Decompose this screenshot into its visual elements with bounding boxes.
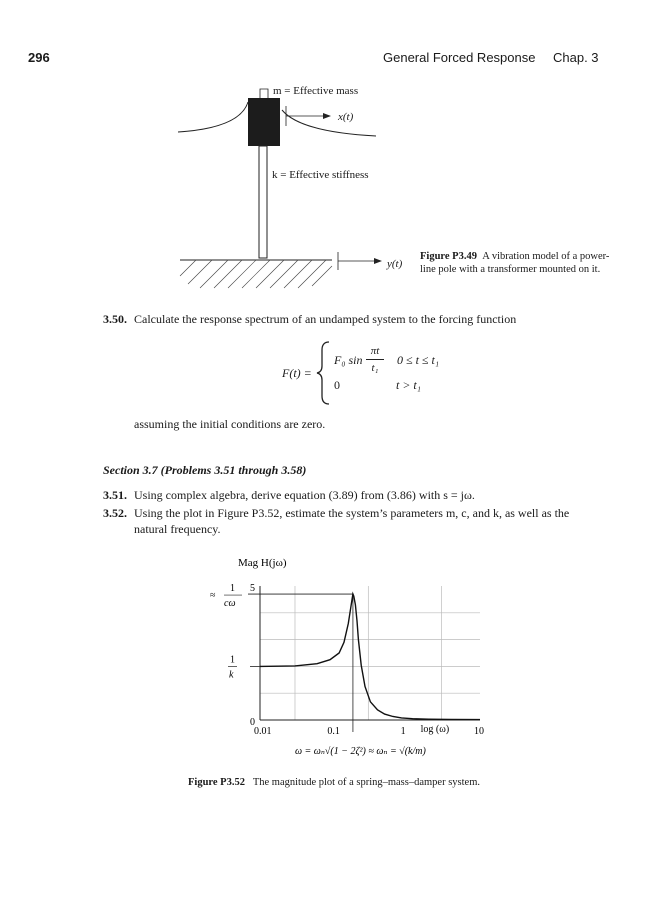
y-marker-approx: ≈ [210, 590, 216, 602]
eq-lhs: F(t) = [282, 366, 312, 380]
x-tick-label: 1 [400, 726, 406, 737]
problem-350-number: 3.50. [103, 312, 127, 326]
problem-352-number: 3.52. [103, 506, 127, 520]
problem-351-number: 3.51. [103, 488, 127, 502]
eq-case1-cond: 0 ≤ t ≤ t₁ [397, 353, 440, 367]
problem-350-followup: assuming the initial conditions are zero. [134, 417, 326, 431]
y-marker-top-den: cω [224, 598, 236, 610]
page-number: 296 [28, 50, 50, 65]
chapter-label: Chap. 3 [553, 50, 599, 65]
ground-hatch [180, 260, 332, 288]
eq-case1-num: πt [370, 345, 380, 357]
y-tick-label: 5 [250, 583, 255, 594]
running-title: General Forced Response [383, 50, 536, 65]
y-marker-k-num: 1 [230, 654, 235, 666]
y-marker-k-den: k [229, 669, 234, 681]
label-y: y(t) [387, 258, 403, 270]
y-tick-label: 0 [250, 717, 255, 728]
magnitude-plot [195, 548, 505, 763]
x-tick-label: 0.1 [327, 726, 340, 737]
caption-p352-label: Figure P3.52 [188, 777, 245, 788]
caption-p349-text: A vibration model of a power-line pole with a transformer mounted on it. [420, 251, 610, 275]
eq-brace [316, 340, 332, 406]
section-title: Section 3.7 (Problems 3.51 through 3.58) [103, 463, 307, 477]
x-annotation: ω = ωₙ√(1 − 2ζ²) ≈ ωₙ = √(k/m) [295, 746, 426, 757]
transformer-mass [248, 98, 280, 146]
pole [259, 146, 267, 258]
label-stiffness: k = Effective stiffness [272, 169, 369, 181]
caption-p349-label: Figure P3.49 [420, 251, 477, 262]
eq-case2-cond: t > t₁ [396, 378, 421, 392]
mass-label-bracket [260, 89, 268, 98]
y-marker-top-num: 1 [230, 583, 235, 595]
power-line-left [178, 102, 248, 132]
eq-case2-expr: 0 [334, 378, 340, 392]
y-axis-label: Mag H(jω) [238, 557, 287, 569]
label-x: x(t) [338, 111, 354, 123]
x-tick-label: 10 [474, 726, 484, 737]
eq-case1-den: t₁ [371, 362, 379, 374]
caption-p349 [420, 250, 610, 276]
caption-p352 [188, 776, 608, 789]
power-line-right [282, 110, 376, 136]
problem-351-text: Using complex algebra, derive equation (3.89) from (3.86) with s = jω. [134, 488, 475, 502]
problem-350-text: Calculate the response spectrum of an undamped system to the forcing function [134, 312, 517, 326]
problem-352-text: Using the plot in Figure P3.52, estimate the system’s parameters m, c, and k, as well as the natural frequency. [134, 506, 570, 536]
label-mass: m = Effective mass [273, 85, 359, 97]
x-axis-label: log (ω) [420, 724, 450, 735]
x-tick-label: 0.01 [254, 726, 272, 737]
figure-p349-diagram [150, 80, 410, 295]
caption-p352-text: The magnitude plot of a spring–mass–damper system. [252, 777, 481, 788]
eq-case1-prefix: F₀ sin [334, 353, 363, 367]
